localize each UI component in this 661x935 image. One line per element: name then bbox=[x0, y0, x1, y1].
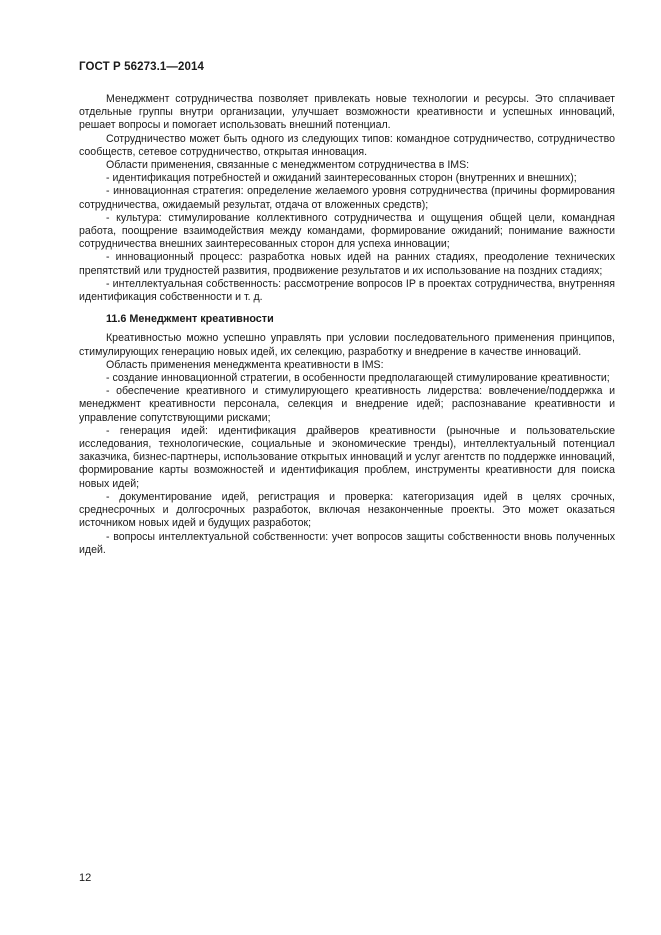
list-item: - документирование идей, регистрация и проверка: категоризация идей в целях срочных, среднесрочных и долгосрочных разработок, включая незаконченные проекты. Это может оказаться источником новых идей и будущих разработок; bbox=[79, 490, 615, 530]
list-item: - инновационная стратегия: определение желаемого уровня сотрудничества (причины формирования сотрудничества, ожидаемый результат, отдача от вложенных средств); bbox=[79, 185, 615, 211]
paragraph: Сотрудничество может быть одного из следующих типов: командное сотрудничество, сотрудничество сообществ, сетевое сотрудничество, открытая инновация. bbox=[79, 132, 615, 158]
list-item: - обеспечение креативного и стимулирующего креативность лидерства: вовлечение/поддержка и менеджмент креативности персонала, селекция и внедрение идей; распознавание креативности и управление сопутствующими рисками; bbox=[79, 385, 615, 424]
list-item: - генерация идей: идентификация драйверов креативности (рыночные и пользовательские исследования, технологические, социальные и экономические тренды), интеллектуальный потенциал заказчика, бизнес-партнеры, использование открытых инноваций и услуг агентств по поддержке инноваций, формирование карты возможностей и идентификация проблем, инструменты креативности для поиска новых идей; bbox=[79, 424, 615, 490]
document-header: ГОСТ Р 56273.1—2014 bbox=[79, 61, 204, 73]
list-item: - идентификация потребностей и ожиданий заинтересованных сторон (внутренних и внешних); bbox=[106, 172, 577, 185]
list-item: - вопросы интеллектуальной собственности: учет вопросов защиты собственности вновь полученных идей. bbox=[79, 530, 615, 556]
list-item: - создание инновационной стратегии, в особенности предполагающей стимулирование креативности; bbox=[106, 372, 610, 385]
list-item: - интеллектуальная собственность: рассмотрение вопросов IP в проектах сотрудничества, внутренняя идентификация собственности и т. д. bbox=[79, 277, 615, 304]
list-item: - инновационный процесс: разработка новых идей на ранних стадиях, преодоление технических препятствий или трудностей развития, продвижение результатов и их использование на поздних стадиях; bbox=[79, 251, 615, 277]
section-heading: 11.6 Менеджмент креативности bbox=[106, 313, 274, 326]
page-number: 12 bbox=[79, 872, 92, 884]
paragraph: Креативностью можно успешно управлять при условии последовательного применения принципов, стимулирующих генерацию новых идей, их селекцию, разработку и внедрение в качестве инноваций. bbox=[79, 332, 615, 358]
paragraph: Область применения менеджмента креативности в IMS: bbox=[106, 358, 384, 371]
paragraph: Менеджмент сотрудничества позволяет привлекать новые технологии и ресурсы. Это сплачивает отдельные группы внутри организации, улучшает возможности креативности и успешных инноваций, решает вопросы и помогает использовать внешний потенциал. bbox=[79, 93, 615, 132]
list-item: - культура: стимулирование коллективного сотрудничества и ощущения общей цели, командная работа, поощрение взаимодействия между командами, формирование ожиданий; понимание важности сотрудничества внешних заинтересованных сторон для успеха инновации; bbox=[79, 211, 615, 251]
paragraph: Области применения, связанные с менеджментом сотрудничества в IMS: bbox=[106, 159, 470, 172]
document-body bbox=[79, 93, 615, 557]
